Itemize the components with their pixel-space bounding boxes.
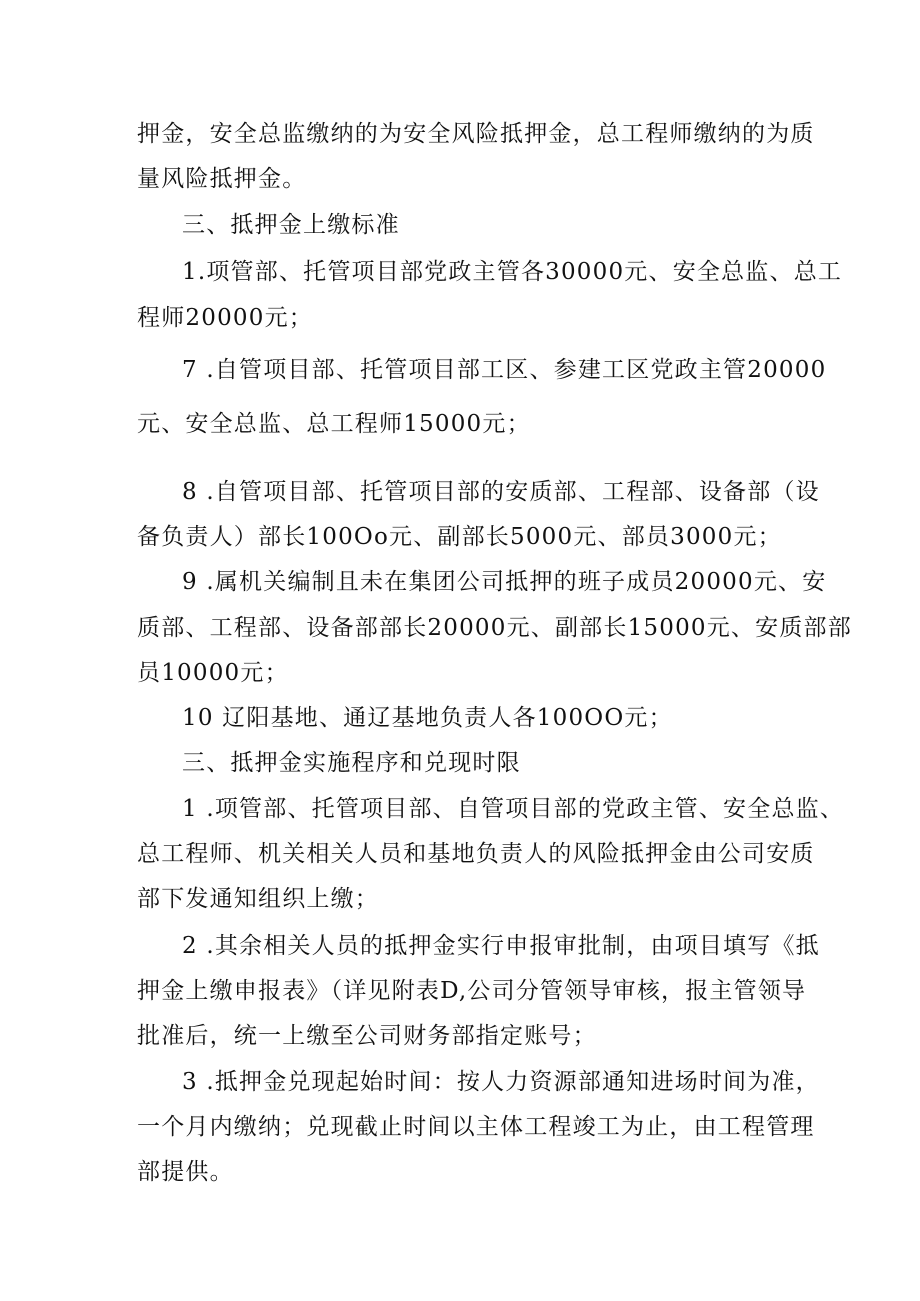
text-line: 一个月内缴纳；兑现截止时间以主体工程竣工为止，由工程管理 — [137, 1114, 815, 1140]
text-line: 质部、工程部、设备部部长20000元、副部长15000元、安质部部 — [137, 615, 852, 641]
text-line: 元、安全总监、总工程师15000元； — [137, 411, 531, 437]
section-heading: 三、抵押金实施程序和兑现时限 — [182, 750, 521, 776]
text-line: 量风险抵押金。 — [137, 166, 307, 192]
list-item: 1.项管部、托管项目部党政主管各30000元、安全总监、总工 — [182, 259, 843, 285]
text-line: 总工程师、机关相关人员和基地负责人的风险抵押金由公司安质 — [137, 841, 815, 867]
text-line: 备负责人）部长100Oo元、副部长5000元、部员3000元； — [137, 524, 782, 550]
list-item: 2 .其余相关人员的抵押金实行申报审批制，由项目填写《抵 — [182, 933, 820, 959]
list-item: 1 .项管部、托管项目部、自管项目部的党政主管、安全总监、 — [182, 796, 845, 822]
text-line: 批准后，统一上缴至公司财务部指定账号； — [137, 1023, 597, 1049]
text-line: 押金，安全总监缴纳的为安全风险抵押金，总工程师缴纳的为质 — [137, 121, 815, 147]
text-line: 部下发通知组织上缴； — [137, 886, 379, 912]
list-item: 8 .自管项目部、托管项目部的安质部、工程部、设备部（设 — [182, 479, 820, 505]
text-line: 部提供。 — [137, 1159, 234, 1185]
list-item: 9 .属机关编制且未在集团公司抵押的班子成员20000元、安 — [182, 569, 827, 595]
list-item: 7 .自管项目部、托管项目部工区、参建工区党政主管20000 — [182, 357, 827, 383]
section-heading: 三、抵押金上缴标准 — [182, 212, 400, 238]
list-item: 3 .抵押金兑现起始时间：按人力资源部通知进场时间为准， — [182, 1069, 820, 1095]
text-line: 押金上缴申报表》（详见附表D,公司分管领导审核，报主管领导 — [137, 978, 807, 1004]
text-line: 员10000元； — [137, 660, 289, 686]
text-line: 程师20000元； — [137, 305, 313, 331]
list-item: 10 辽阳基地、通辽基地负责人各100OO元； — [182, 705, 673, 731]
